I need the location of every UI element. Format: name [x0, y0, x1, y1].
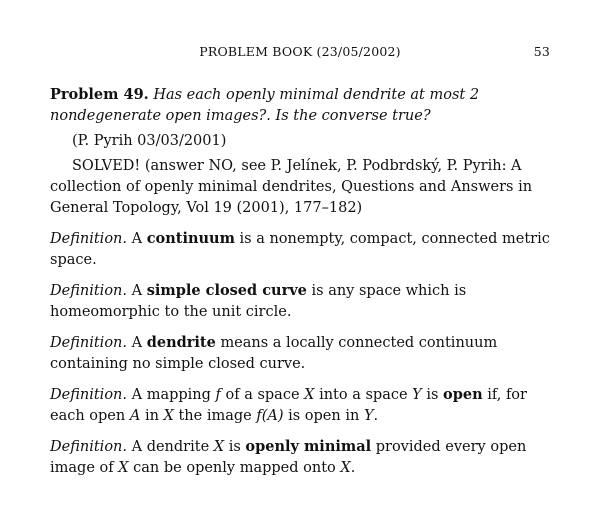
problem-statement [50, 84, 550, 127]
problem-solution: SOLVED! (answer NO, see P. Jelínek, P. Podbrdský, P. Pyrih: A collection of openly minimal dendrites, Questions and Answers in General Topology, Vol 19 (2001), 177–182) [50, 158, 533, 216]
definition-text: in [144, 408, 159, 424]
math-symbol: Y [363, 408, 374, 424]
definition-text: A [131, 283, 143, 299]
definition-label: Definition. [50, 387, 127, 403]
page-content [50, 84, 550, 488]
definition-open-mapping [50, 384, 550, 427]
math-symbol: X [163, 408, 174, 424]
definition-text: A [131, 335, 143, 351]
math-symbol: X [213, 439, 225, 455]
math-symbol: f(A) [256, 408, 284, 424]
definition-text: is any space which is homeomorphic to the unit circle. [50, 283, 467, 320]
definition-text: . [350, 460, 356, 476]
definition-term: open [443, 386, 483, 403]
problem-text: Has each openly minimal dendrite at most 2 nondegenerate open images?. Is the converse true? [50, 87, 480, 124]
definition-label: Definition. [50, 283, 127, 299]
definition-text: provided every open image of [50, 439, 527, 476]
definition-text: is open in [288, 408, 360, 424]
math-symbol: X [340, 460, 351, 476]
definition-simple-closed-curve [50, 280, 550, 323]
definition-text: is [426, 387, 439, 403]
definition-text: if, for each open [50, 387, 527, 424]
definition-label: Definition. [50, 231, 127, 247]
definition-text: . [373, 408, 379, 424]
definition-text: into a space [319, 387, 408, 403]
definition-term: continuum [146, 230, 235, 247]
definition-text: can be openly mapped onto [133, 460, 336, 476]
math-symbol: f [215, 387, 221, 403]
definition-term: simple closed curve [146, 282, 307, 299]
definition-text: is [228, 439, 241, 455]
definition-text: A [131, 231, 143, 247]
definition-label: Definition. [50, 439, 127, 455]
definition-text: A mapping [131, 387, 211, 403]
math-symbol: X [304, 387, 315, 403]
running-title: PROBLEM BOOK (23/05/2002) [199, 44, 401, 59]
definition-openly-minimal [50, 436, 550, 479]
definition-label: Definition. [50, 335, 127, 351]
definition-text: is a nonempty, compact, connected metric space. [50, 231, 550, 268]
problem-attribution: (P. Pyrih 03/03/2001) [72, 133, 227, 149]
definition-text: A dendrite [131, 439, 210, 455]
page-number: 53 [533, 44, 550, 59]
definition-term: openly minimal [245, 438, 372, 455]
definition-continuum [50, 228, 550, 271]
definition-term: dendrite [146, 334, 216, 351]
math-symbol: X [118, 460, 129, 476]
math-symbol: Y [412, 387, 422, 403]
definition-text: of a space [225, 387, 300, 403]
definition-text: means a locally connected continuum containing no simple closed curve. [50, 335, 498, 372]
definition-text: the image [178, 408, 252, 424]
definition-dendrite [50, 332, 550, 375]
math-symbol: A [129, 408, 141, 424]
problem-label: Problem 49. [50, 86, 149, 103]
